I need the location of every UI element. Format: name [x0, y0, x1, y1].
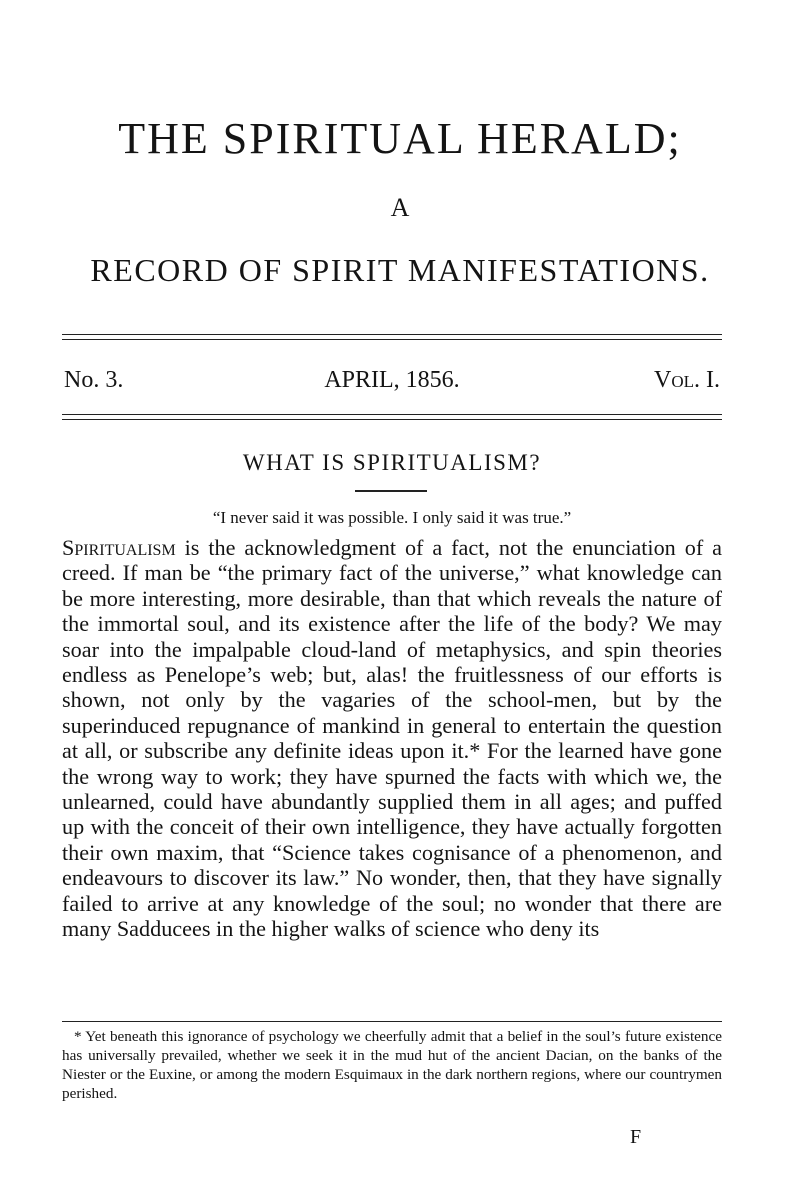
article-body — [62, 535, 722, 942]
article-lead-word: Spiritualism — [62, 535, 176, 560]
footnote-divider — [62, 1021, 722, 1022]
double-rule-top — [62, 334, 722, 340]
title-divider — [355, 490, 427, 492]
signature-mark: F — [630, 1126, 642, 1148]
issue-volume: Vol. I. — [654, 367, 720, 393]
issue-info — [62, 363, 722, 397]
journal-title: THE SPIRITUAL HERALD; — [118, 114, 682, 163]
article-body-text: is the acknowledgment of a fact, not the enunciation of a creed. If man be “the primary fact of the universe,” what knowledge can be more interesting, more desirable, than that which reveals the nature of the immortal soul, and its existence after the life of the body? We may soar into the impalpable cloud-land of metaphysics, and spin theories endless as Penelope’s web; but, alas! the fruitlessness of our efforts is shown, not only by the vagaries of the school-men, but by the superinduced repugnance of mankind in general to entertain the question at all, or subscribe any definite ideas upon it.* For the learned have gone the wrong way to work; they have spurned the facts with which we, the unlearned, could have abundantly supplied them in all ages; and puffed up with the conceit of their own intelligence, they have actually forgotten their own maxim, that “Science takes cognisance of a phenomenon, and endeavours to discover its law.” No wonder, then, that they have signally failed to arrive at any knowledge of the soul; no wonder that there are many Sadducees in the higher walks of science who deny its — [62, 535, 722, 942]
article-title: WHAT IS SPIRITUALISM? — [242, 450, 542, 475]
issue-number: No. 3. — [64, 367, 124, 393]
journal-subtitle-article: A — [390, 193, 410, 222]
footnote: * Yet beneath this ignorance of psychology we cheerfully admit that a belief in the soul’s future existence has universally prevailed, whether we seek it in the mud hut of the ancient Dacian, on the banks of the Niester or the Euxine, or among the modern Esquimaux in the dark northern regions, where our countrymen perished. — [62, 1028, 722, 1102]
issue-date: APRIL, 1856. — [324, 367, 460, 393]
epigraph: “I never said it was possible. I only said it was true.” — [212, 508, 572, 527]
journal-subtitle: RECORD OF SPIRIT MANIFESTATIONS. — [90, 252, 710, 288]
double-rule-bottom — [62, 414, 722, 420]
